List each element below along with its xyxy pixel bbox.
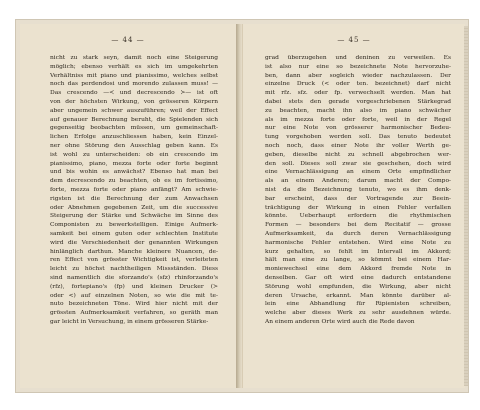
text-line: gegenseitig beobachten müssen, um gemeinschaft- (50, 125, 218, 132)
text-line: An einem anderen Orte wird auch die Rede davon (265, 318, 415, 325)
text-line: nur eine Note von grösserer harmonischer Bedeu- (265, 125, 451, 132)
text-line: Aufmerksamkeit, da durch deren Vernachlässigung (265, 230, 451, 237)
text-line: welche aber dieses Werk zu sehr ausdehnen würde. (265, 310, 451, 317)
text-line: ist wohl zu unterscheiden: ob ein crescendo im (50, 151, 218, 158)
left-page-text (20, 54, 236, 327)
open-book (16, 20, 468, 392)
text-line: ben, dann aber sogleich wieder nachzulassen. Der (265, 72, 451, 79)
text-line: moniewechsel eine dem Akkord fremde Note in (265, 266, 451, 273)
text-line: sind namentlich die sforzando's (sfz) rhinforzando's (50, 274, 218, 281)
text-line: Formen — besonders bei dem Recitatif — grosse (265, 222, 451, 229)
text-line: zu beachten, macht ihn also im piano schwächer (265, 107, 451, 114)
text-line: hält man eine zu lange, so kömmt bei einem Har- (265, 257, 451, 264)
text-line: Das crescendo —≺ und decrescendo ≻— ist oft (50, 90, 218, 97)
right-page-text (243, 54, 465, 327)
text-line: harmonische Fehler entstehen. Wird eine Note zu (265, 239, 451, 246)
text-line: als an einem Anderen; darum macht der Compo- (265, 178, 451, 185)
text-line: ner ohne Störung den Ausschlag geben kann. Es (50, 142, 218, 149)
page-edges (464, 26, 468, 386)
text-line: möglich; ebenso verhält es sich im umgekehrten (50, 63, 218, 70)
text-line: rigsten ist die Berechnung der zum Anwachsen (50, 195, 218, 202)
text-line: noch noch, dass einer Note ihr voller Werth ge- (265, 142, 451, 149)
text-line: deren Ursache, erkannt. Man könnte darüber al- (265, 292, 451, 299)
text-line: von der höchsten Wirkung, von grösseren Körpern (50, 98, 218, 105)
text-line: als im mezza forte oder forte, weil in der Regel (265, 116, 451, 123)
text-line: trächtigung der Wirkung in einen Fehler verfallen (265, 204, 451, 211)
text-line: geben, dieselbe nicht zu schnell abgebrochen wer- (265, 151, 451, 158)
left-page (20, 24, 237, 388)
text-line: hinlänglich darthun. Manche kleinere Nuancen, de- (50, 248, 218, 255)
text-line: nicht zu stark seyn, damit noch eine Steigerung (50, 55, 218, 61)
text-line: Störung wohl empfunden, die Wirkung, aber nicht (265, 283, 451, 290)
text-line: ist also nur eine so bezeichnete Note hervorzuhe- (265, 63, 451, 70)
text-line: forte, mezza forte oder piano anfängt? Am schwie- (50, 186, 218, 193)
text-line: oder <) auf einzelnen Noten, so wie die mit te- (50, 292, 218, 299)
text-line: grad überzugehen und deninen zu verweilen. Es (265, 55, 451, 61)
text-line: wird die Verschiedenheit der genannten Wirkungen (50, 239, 218, 246)
text-line: bar erscheint, dass der Vortragende zur Beein- (265, 195, 451, 202)
text-line: noch das perdendosi und morendo zulassen muss! — (50, 81, 218, 88)
text-line: lein eine Abhandlung für Ripienisten schreiben, (265, 301, 451, 308)
right-page-number: — 45 — (337, 36, 371, 44)
text-line: kurz gehalten, so fehlt im Intervall im Akkord; (265, 248, 451, 255)
text-line: dem decrescendo zu beachten, ob es im fortissimo, (50, 178, 218, 185)
text-line: auf genauer Berechnung beruht, die Spielenden sich (50, 116, 218, 123)
text-line: lichen Erfolge anzuschliessen haben, kein Einzel- (50, 134, 218, 141)
text-line: leicht zu höchst nachtheiligen Missständen. Diess (50, 266, 218, 273)
text-line: nist da die Bezeichnung tenuto, wo es ihm denk- (265, 186, 451, 193)
text-line: den soll. Dieses soll zwar sie geschehen, doch wird (265, 160, 451, 167)
text-line: tung vorgehoben werden soll. Das tenuto bedeutet (265, 134, 451, 141)
text-line: grössten Aufmerksamkeit verfahren, so geräth man (50, 310, 218, 317)
text-line: gar leicht in Versuchung, in einem grösseren Stärke- (50, 318, 209, 325)
text-line: oder Abnehmen gegebenen Zeit, um die successive (50, 204, 218, 211)
text-line: aber ungemein schwer auszuführen; weil der Effect (50, 107, 218, 114)
text-line: und bis wohin es anwächst? Ebenso hat man bei (50, 169, 218, 176)
text-line: Steigerung der Stärke und Schwäche im Sinne des (50, 213, 218, 220)
text-line: (rfz), fortepiano's (fp) und kleinen Drucker (≻ (50, 283, 218, 290)
text-line: nuto bezeichneten Töne. Wird hier nicht mit der (50, 301, 218, 308)
text-line: dabei stets den gerade vorgeschriebenen Stärkegrad (265, 98, 451, 105)
text-line: Componisten zu bewerkstelligen. Einige Aufmerk- (50, 222, 218, 229)
text-line: mit rfz. sfz. oder fp. verwechselt werden. Man hat (265, 90, 451, 97)
text-line: denselben. Gar oft wird eine dadurch entstandene (265, 274, 451, 281)
right-page (242, 24, 465, 388)
text-line: pianissimo, piano, mezza forte oder forte beginnt (50, 160, 218, 167)
text-line: eine Vernachlässigung an einem Orte empfindlicher (265, 169, 451, 176)
text-line: ren Effect von grösster Wichtigkeit ist, verleiteten (50, 257, 218, 264)
text-line: samkeit bei einem guten oder schlechten Institute (50, 230, 218, 237)
text-line: Verhältniss mit piano und pianissimo, welches selbst (50, 72, 218, 79)
text-line: könnte. Ueberhaupt erfordern die rhythmischen (265, 213, 451, 220)
left-page-number: — 44 — (111, 36, 145, 44)
text-line: einzelne Druck (< oder ten. bezeichnet) darf nicht (265, 81, 451, 88)
